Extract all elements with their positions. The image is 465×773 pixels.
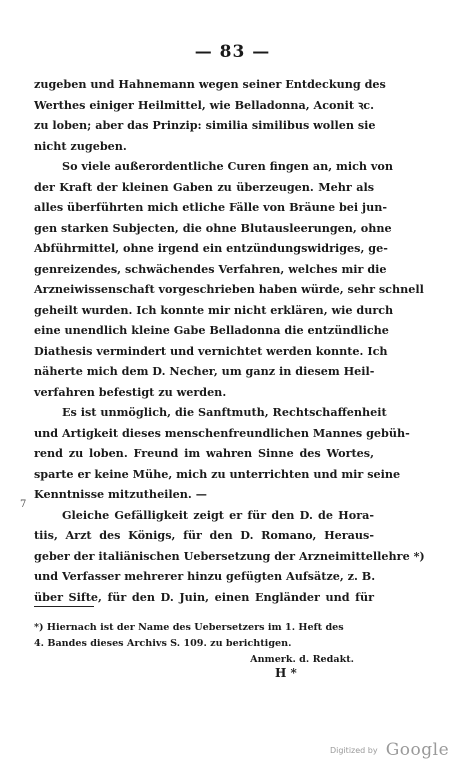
text-line: geber der italiänischen Uebersetzung der Arzneimittellehre *): [34, 548, 425, 563]
footnote-line: 4. Bandes dieses Archivs S. 109. zu berichtigen.: [34, 638, 292, 649]
watermark-prefix: Digitized by: [330, 746, 378, 755]
text-line: näherte mich dem D. Necher, um ganz in diesem Heil-: [34, 364, 375, 378]
text-line: gen starken Subjecten, die ohne Blutausleerungen, ohne: [34, 220, 392, 235]
text-line: und Artigkeit dieses menschenfreundlichen Mannes gebüh-: [34, 425, 410, 440]
text-line: Werthes einiger Heilmittel, wie Belladonna, Aconit ꝛc.: [34, 97, 374, 112]
footnote-line: *) Hiernach ist der Name des Uebersetzers im 1. Heft des: [34, 622, 344, 633]
text-line: und Verfasser mehrerer hinzu gefügten Aufsätze, z. B.: [34, 569, 376, 583]
text-line: eine unendlich kleine Gabe Belladonna die entzündliche: [34, 323, 389, 337]
page-number: — 83 —: [194, 42, 271, 62]
text-line: der Kraft der kleinen Gaben zu überzeugen. Mehr als: [34, 179, 374, 194]
text-line: Arzneiwissenschaft vorgeschrieben haben würde, sehr schnell: [34, 282, 424, 296]
text-line: tiis, Arzt des Königs, für den D. Romano, Heraus-: [34, 528, 374, 542]
printer-signature-mark: H *: [275, 666, 297, 680]
text-line: Kenntnisse mitzutheilen. —: [34, 487, 207, 501]
text-line: geheilt wurden. Ich konnte mir nicht erklären, wie durch: [34, 302, 394, 317]
footnote-divider: [34, 606, 94, 607]
digitization-watermark: [330, 740, 449, 760]
google-logo: Google: [385, 740, 450, 760]
text-line: Abführmittel, ohne irgend ein entzündungswidriges, ge-: [34, 241, 388, 255]
margin-mark: 7: [20, 499, 27, 510]
text-line: sparte er keine Mühe, mich zu unterrichten und mir seine: [34, 466, 401, 481]
text-line: rend zu loben. Freund im wahren Sinne des Wortes,: [34, 446, 374, 460]
text-line: Gleiche Gefälligkeit zeigt er für den D. de Hora-: [62, 507, 374, 522]
text-line: alles überführten mich etliche Fälle von Bräune bei jun-: [34, 200, 387, 214]
text-line: über Sifte, für den D. Juin, einen Engländer und für: [34, 589, 374, 604]
text-line: So viele außerordentliche Curen fingen an, mich von: [62, 159, 394, 173]
text-line: zu loben; aber das Prinzip: similia similibus wollen sie: [34, 118, 376, 132]
text-line: genreizendes, schwächendes Verfahren, welches mir die: [34, 261, 387, 276]
text-line: nicht zugeben.: [34, 138, 127, 153]
text-line: Diathesis vermindert und vernichtet werden konnte. Ich: [34, 343, 388, 358]
text-line: zugeben und Hahnemann wegen seiner Entdeckung des: [34, 77, 386, 91]
text-line: Es ist unmöglich, die Sanftmuth, Rechtschaffenheit: [62, 405, 387, 419]
footnote-signature: Anmerk. d. Redakt.: [250, 654, 354, 665]
footnote: [34, 620, 374, 668]
text-line: verfahren befestigt zu werden.: [34, 384, 227, 399]
body-text: [34, 74, 425, 607]
